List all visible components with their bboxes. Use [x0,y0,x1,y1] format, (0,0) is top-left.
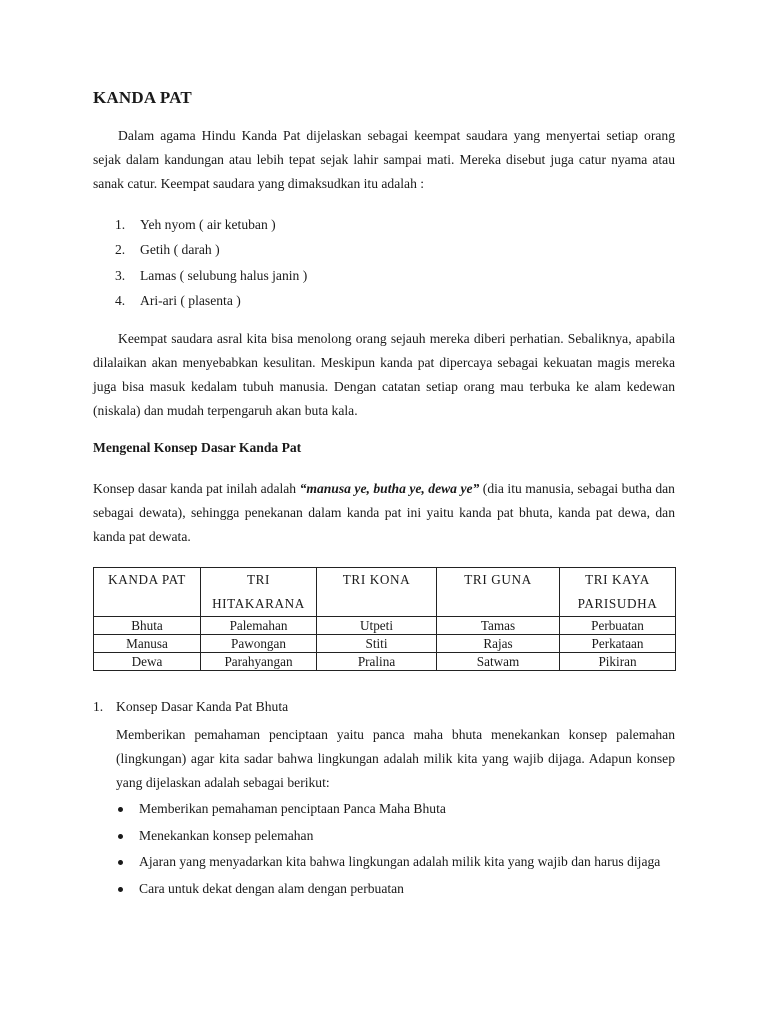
table-header-cell: KANDA PAT [94,568,201,617]
table-header-cell: TRI KAYA PARISUDHA [560,568,676,617]
document-title: KANDA PAT [93,88,192,107]
bullet-dot-icon [118,807,123,812]
table-cell: Pikiran [560,653,676,671]
list-number: 3. [115,267,126,283]
concept-emphasis: “manusa ye, butha ye, dewa ye” [299,481,480,496]
list-item [93,263,675,288]
section-heading: Mengenal Konsep Dasar Kanda Pat [93,440,302,455]
table-cell: Perbuatan [560,617,676,635]
list-item [93,212,675,237]
table-header-cell: TRI KONA [317,568,437,617]
concept-text-before: Konsep dasar kanda pat inilah adalah [93,481,300,496]
table-cell: Palemahan [201,617,317,635]
table-cell: Bhuta [94,617,201,635]
kanda-pat-table [93,567,676,671]
list-item [93,237,675,262]
table-cell: Perkataan [560,635,676,653]
list-text: Ari-ari ( plasenta ) [140,292,241,308]
table-row [94,635,676,653]
section-body: Memberikan pemahaman penciptaan yaitu panca maha bhuta menekankan konsep palemahan (lingkungan) agar kita sadar bahwa lingkungan adalah milik kita yang wajib dijaga. Adapun konsep yang dijelaskan adalah sebagai berikut: [116,727,675,791]
intro-paragraph: Dalam agama Hindu Kanda Pat dijelaskan sebagai keempat saudara yang menyertai setiap orang sejak dalam kandungan atau lebih tepat sejak lahir sampai mati. Mereka disebut juga catur nyama atau sanak catur. Keempat saudara yang dimaksudkan itu adalah : [93,128,675,191]
bullet-text: Ajaran yang menyadarkan kita bahwa lingkungan adalah milik kita yang wajib dan harus dijaga [139,854,661,869]
table-cell: Rajas [437,635,560,653]
bullet-text: Memberikan pemahaman penciptaan Panca Maha Bhuta [139,801,446,816]
table-cell: Stiti [317,635,437,653]
table-cell: Pawongan [201,635,317,653]
concept-text-after: (dia itu manusia, sebagai butha dan sebagai dewata), sehingga penekanan dalam kanda pat ini yaitu kanda pat bhuta, kanda pat dewa, dan kanda pat dewata. [93,481,675,544]
table-cell: Satwam [437,653,560,671]
list-number: 2. [115,242,126,258]
concept-paragraph [93,477,675,549]
table-row [94,617,676,635]
table-cell: Tamas [437,617,560,635]
saudara-list [93,212,675,313]
section-number: 1. [93,699,104,714]
table-row [94,653,676,671]
bullet-item [116,824,675,849]
table-cell: Manusa [94,635,201,653]
bullet-item [116,797,675,822]
second-paragraph: Keempat saudara asral kita bisa menolong orang sejauh mereka diberi perhatian. Sebaliknya, apabila dilalaikan akan menyebabkan kesulitan. Meskipun kanda pat dipercaya sebagai kekuatan magis mereka juga bisa masuk kedalam tubuh manusia. Dengan catatan setiap orang mau terbuka ke alam kedewan (niskala) dan mudah terpengaruh akan buta kala. [93,331,675,418]
list-text: Getih ( darah ) [140,242,220,258]
table-header-cell: TRI GUNA [437,568,560,617]
bullet-text: Menekankan konsep pelemahan [139,827,314,843]
bullet-dot-icon [118,860,123,865]
list-number: 1. [115,217,126,232]
table-header-row [94,568,676,617]
bullet-text: Cara untuk dekat dengan alam dengan perbuatan [139,880,404,896]
bullet-item [116,850,675,875]
table-cell: Pralina [317,653,437,671]
bullet-list [116,797,675,901]
section-title: Konsep Dasar Kanda Pat Bhuta [116,699,289,714]
table-cell: Dewa [94,653,201,671]
list-number: 4. [115,292,126,308]
list-text: Yeh nyom ( air ketuban ) [140,217,276,232]
bullet-dot-icon [118,834,123,839]
list-item [93,288,675,313]
bullet-dot-icon [118,887,123,892]
table-header-cell: TRI HITAKARANA [201,568,317,617]
table-cell: Parahyangan [201,653,317,671]
list-text: Lamas ( selubung halus janin ) [140,267,308,283]
table-cell: Utpeti [317,617,437,635]
bullet-item [116,877,675,902]
